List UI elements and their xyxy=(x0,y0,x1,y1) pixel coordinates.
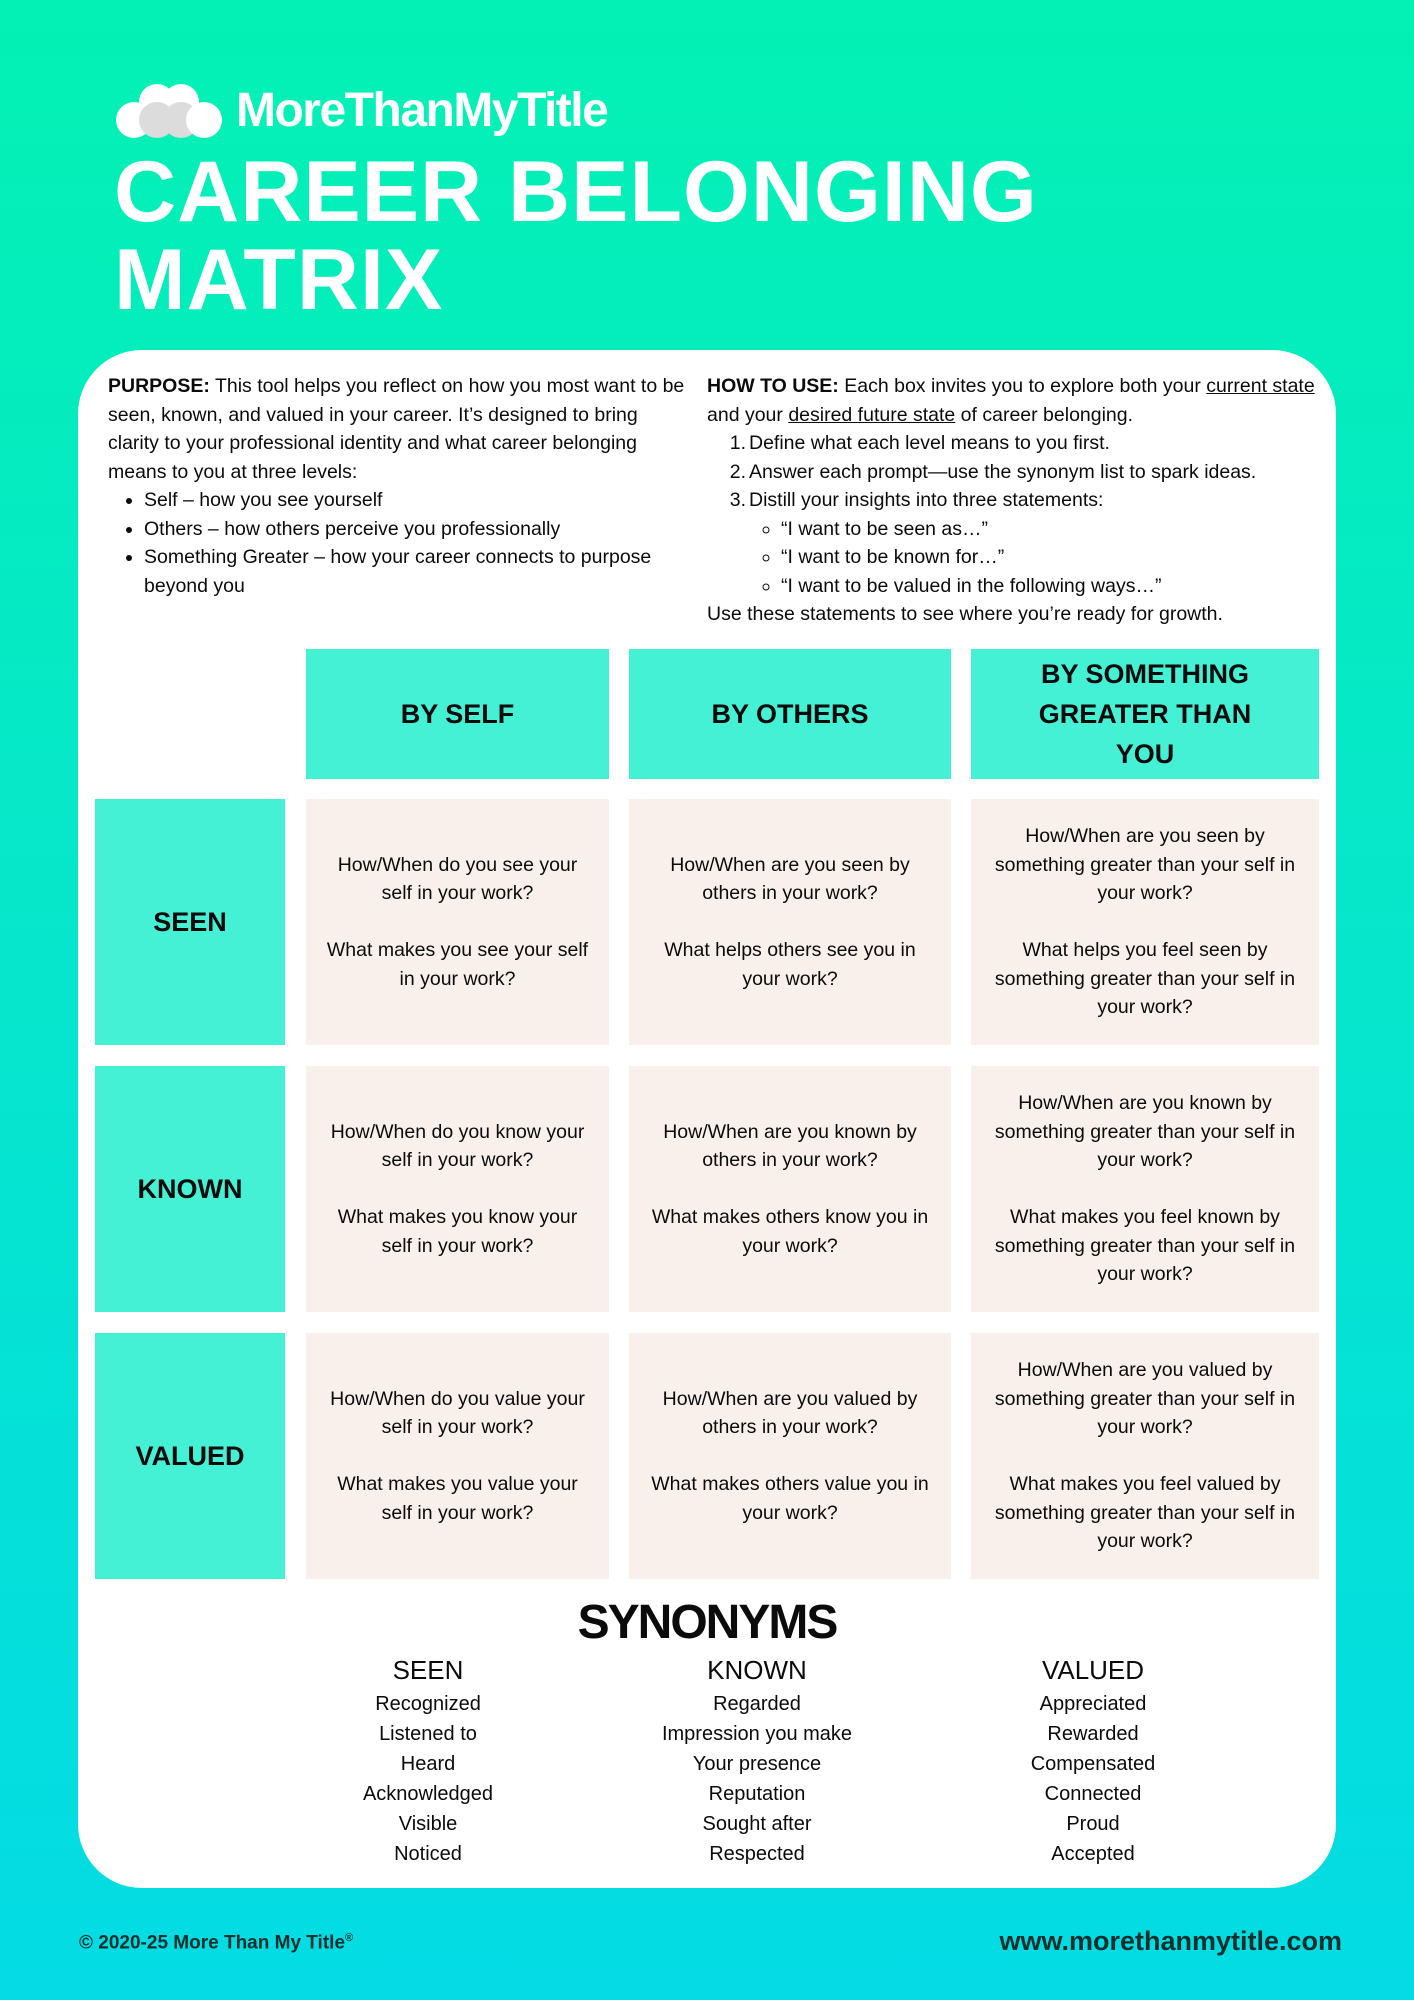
synonyms-column-seen xyxy=(298,1653,558,1869)
synonym-word: Recognized xyxy=(375,1693,481,1715)
prompt-question: How/When do you know your self in your work? xyxy=(330,1120,585,1172)
prompt-cell-seen-greater xyxy=(971,799,1319,1045)
brand-name: MoreThanMyTitle xyxy=(236,83,608,137)
prompt-question: What makes you feel valued by something greater than your self in your work? xyxy=(994,1473,1296,1553)
synonym-word: Proud xyxy=(1066,1813,1120,1835)
content-card xyxy=(78,350,1336,1888)
how-to-use-text-b: and your xyxy=(707,403,783,426)
prompt-question: How/When are you known by something greater than your self in your work? xyxy=(994,1092,1296,1172)
row-header-valued: VALUED xyxy=(95,1333,285,1579)
prompt-cell-valued-self xyxy=(306,1333,609,1579)
website-link[interactable]: www.morethanmytitle.com xyxy=(999,1926,1342,1956)
copyright-text: © 2020-25 More Than My Title xyxy=(79,1932,346,1954)
purpose-label: PURPOSE: xyxy=(108,375,210,397)
prompt-question: How/When are you valued by others in your work? xyxy=(662,1387,918,1439)
title-line-2: MATRIX xyxy=(114,232,444,328)
prompt-question: How/When do you see your self in your work? xyxy=(337,853,578,905)
synonym-word: Acknowledged xyxy=(362,1783,494,1805)
synonym-word: Your presence xyxy=(692,1753,822,1775)
prompt-cell-known-self xyxy=(306,1066,609,1312)
how-to-use-text-c: of career belonging. xyxy=(960,403,1134,426)
synonyms-column-known xyxy=(627,1653,887,1869)
purpose-bullet: • Something Greater – how your career connects to purpose beyond you xyxy=(144,543,688,600)
prompt-cell-seen-others xyxy=(629,799,951,1045)
prompt-question: What makes you feel known by something greater than your self in your work? xyxy=(994,1206,1296,1286)
step-number: 3. xyxy=(729,489,746,511)
prompt-cell-valued-greater xyxy=(971,1333,1319,1579)
prompt-question: What makes you see your self in your work? xyxy=(326,939,589,990)
column-header-by-something-greater: BY SOMETHING GREATER THAN YOU xyxy=(971,649,1319,779)
step-number: 2. xyxy=(729,460,746,483)
prompt-question: What helps you feel seen by something greater than your self in your work? xyxy=(994,939,1296,1019)
how-to-use-closing: Use these statements to see where you’re ready for growth. xyxy=(707,603,1223,625)
statement-item: ◦ “I want to be known for…” xyxy=(781,543,1317,572)
synonyms-heading: SEEN xyxy=(392,1655,464,1685)
prompt-question: What helps others see you in your work? xyxy=(664,939,916,990)
column-header-by-others: BY OTHERS xyxy=(629,649,951,779)
step-item xyxy=(729,458,1317,487)
prompt-question: What makes others know you in your work? xyxy=(651,1206,929,1257)
how-to-use-text-a: Each box invites you to explore both your xyxy=(844,375,1201,397)
prompt-question: How/When do you value your self in your work? xyxy=(330,1387,585,1439)
statement-item: ◦ “I want to be valued in the following ways…” xyxy=(781,572,1317,601)
how-to-use-section xyxy=(707,372,1317,629)
prompt-cell-known-greater xyxy=(971,1066,1319,1312)
row-header-seen: SEEN xyxy=(95,799,285,1045)
prompt-cell-valued-others xyxy=(629,1333,951,1579)
title-line-1: CAREER BELONGING xyxy=(114,144,1038,240)
brand xyxy=(116,82,607,138)
column-header-by-self: BY SELF xyxy=(306,649,609,779)
desired-state-text: desired future state xyxy=(788,403,956,426)
synonym-word: Respected xyxy=(709,1843,805,1865)
prompt-question: What makes you value your self in your work? xyxy=(337,1473,578,1524)
synonym-word: Impression you make xyxy=(661,1723,853,1745)
synonym-word: Accepted xyxy=(1051,1843,1135,1865)
synonym-word: Compensated xyxy=(1030,1753,1156,1775)
purpose-section xyxy=(108,372,688,600)
step-text: Distill your insights into three statements: xyxy=(749,489,1104,511)
synonym-word: Heard xyxy=(400,1753,456,1775)
synonyms-heading: VALUED xyxy=(1041,1655,1145,1685)
synonym-word: Sought after xyxy=(702,1813,812,1835)
synonym-word: Visible xyxy=(398,1813,458,1835)
prompt-question: What makes others value you in your work? xyxy=(651,1473,929,1524)
purpose-bullet: • Self – how you see yourself xyxy=(144,486,688,515)
synonym-word: Appreciated xyxy=(1039,1693,1147,1715)
prompt-cell-seen-self xyxy=(306,799,609,1045)
synonym-word: Connected xyxy=(1044,1783,1142,1805)
synonym-word: Regarded xyxy=(713,1693,801,1715)
how-to-use-paragraph xyxy=(707,372,1317,429)
synonym-word: Rewarded xyxy=(1047,1723,1139,1745)
step-text: Define what each level means to you first. xyxy=(749,432,1110,454)
synonyms-column-valued xyxy=(963,1653,1223,1869)
prompt-question: How/When are you known by others in your work? xyxy=(663,1120,917,1172)
prompt-question: What makes you know your self in your work? xyxy=(337,1206,578,1257)
synonym-word: Listened to xyxy=(379,1723,477,1745)
step-text: Answer each prompt—use the synonym list to spark ideas. xyxy=(749,460,1257,483)
step-item xyxy=(729,486,1317,515)
page-title xyxy=(114,144,1038,328)
step-item xyxy=(729,429,1317,458)
synonyms-title: SYNONYMS xyxy=(577,1596,837,1649)
synonym-word: Noticed xyxy=(394,1843,462,1865)
copyright xyxy=(79,1932,353,1954)
prompt-question: How/When are you seen by something greater than your self in your work? xyxy=(994,825,1296,905)
step-number: 1. xyxy=(729,432,746,454)
purpose-paragraph xyxy=(108,372,688,486)
prompt-question: How/When are you seen by others in your work? xyxy=(670,853,910,905)
row-header-known: KNOWN xyxy=(95,1066,285,1312)
synonyms-heading: KNOWN xyxy=(707,1655,807,1685)
statements-list xyxy=(707,515,1317,601)
prompt-question: How/When are you valued by something greater than your self in your work? xyxy=(994,1359,1296,1439)
current-state-text: current state xyxy=(1206,375,1315,397)
purpose-bullet: • Others – how others perceive you professionally xyxy=(144,515,688,544)
purpose-text: This tool helps you reflect on how you most want to be seen, known, and valued in your career. It’s designed to bring clarity to your professional identity and what career belonging means to you at three levels: xyxy=(108,375,685,483)
brand-logo-icon xyxy=(116,82,222,138)
prompt-cell-known-others xyxy=(629,1066,951,1312)
purpose-bullets xyxy=(108,486,688,600)
how-to-use-label: HOW TO USE: xyxy=(707,375,839,397)
registered-mark: ® xyxy=(345,1932,354,1944)
steps-list xyxy=(707,429,1317,515)
statement-item: ◦ “I want to be seen as…” xyxy=(781,515,1317,544)
synonym-word: Reputation xyxy=(708,1783,806,1805)
